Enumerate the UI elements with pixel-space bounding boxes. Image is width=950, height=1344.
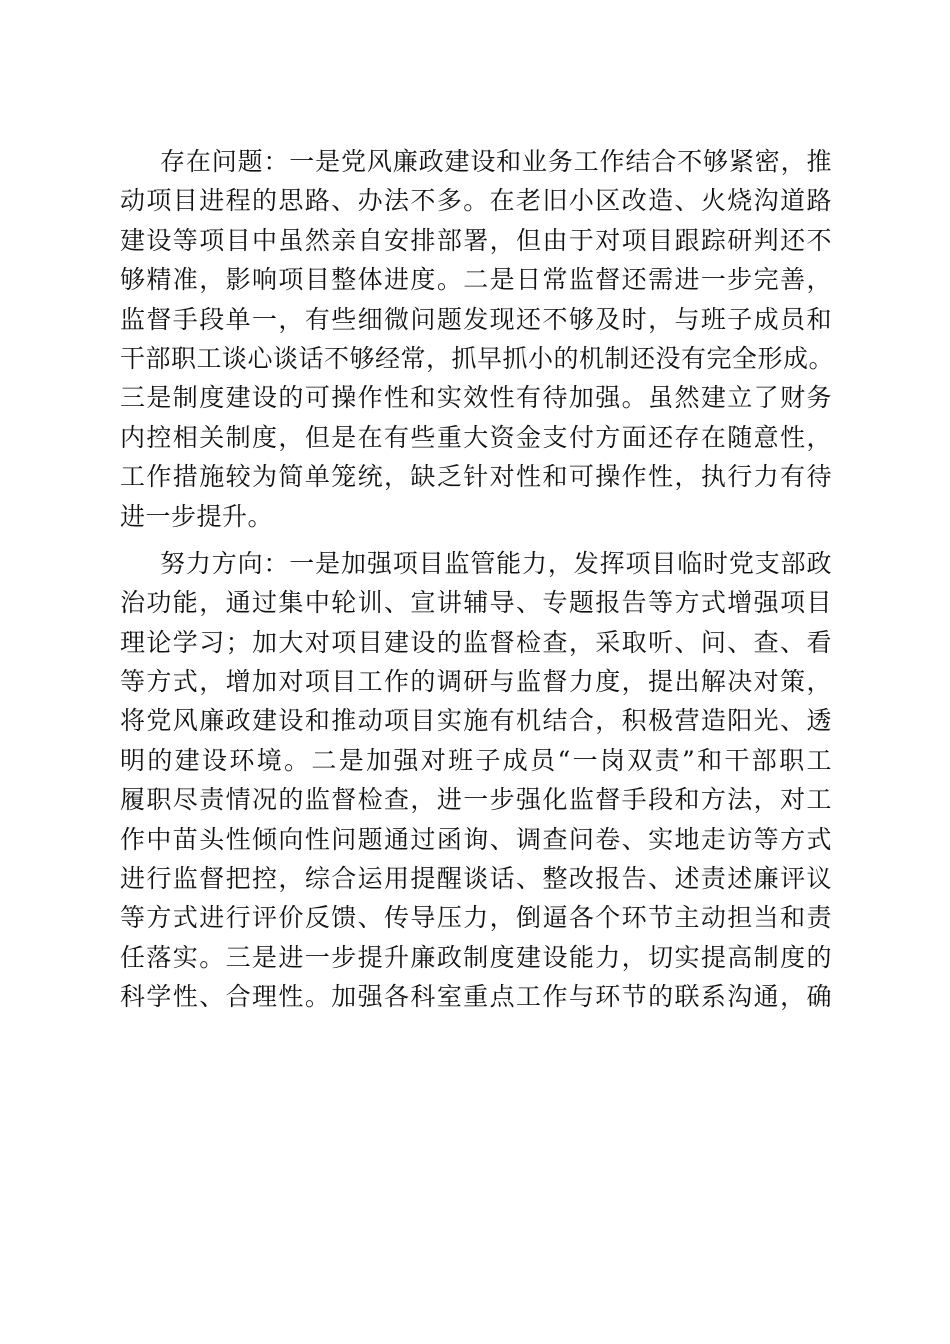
text-line: 够精准，影响项目整体进度。二是日常监督还需进一步完善，	[120, 265, 832, 295]
text-line: 动项目进程的思路、办法不多。在老旧小区改造、火烧沟道路	[120, 186, 832, 216]
text-line: 明的建设环境。二是加强对班子成员“一岗双责”和干部职工	[120, 745, 832, 775]
text-line: 建设等项目中虽然亲自安排部署，但由于对项目跟踪研判还不	[120, 225, 832, 255]
text-line: 进行监督把控，综合运用提醒谈话、整改报告、述责述廉评议	[120, 864, 832, 894]
text-line: 等方式进行评价反馈、传导压力，倒逼各个环节主动担当和责	[120, 903, 832, 933]
text-line: 履职尽责情况的监督检查，进一步强化监督手段和方法，对工	[120, 785, 832, 815]
paragraph-directions	[120, 544, 832, 1017]
text-line: 理论学习；加大对项目建设的监督检查，采取听、问、查、看	[120, 627, 832, 657]
text-line: 监督手段单一，有些细微问题发现还不够及时，与班子成员和	[120, 304, 832, 334]
text-line: 努力方向：一是加强项目监管能力，发挥项目临时党支部政	[160, 548, 832, 578]
paragraph-problems	[120, 142, 835, 536]
text-line: 三是制度建设的可操作性和实效性有待加强。虽然建立了财务	[120, 383, 832, 413]
text-line: 作中苗头性倾向性问题通过函询、调查问卷、实地走访等方式	[120, 824, 832, 854]
text-line: 治功能，通过集中轮训、宣讲辅导、专题报告等方式增强项目	[120, 588, 832, 618]
text-line: 等方式，增加对项目工作的调研与监督力度，提出解决对策，	[120, 667, 832, 697]
text-line: 存在问题：一是党风廉政建设和业务工作结合不够紧密，推	[160, 147, 832, 176]
text-line: 科学性、合理性。加强各科室重点工作与环节的联系沟通，确	[120, 982, 832, 1012]
text-line: 进一步提升。	[120, 501, 274, 531]
paragraph-gap	[120, 536, 832, 544]
text-line: 干部职工谈心谈话不够经常，抓早抓小的机制还没有完全形成。	[120, 343, 835, 373]
document-body	[120, 142, 835, 1017]
text-line: 将党风廉政建设和推动项目实施有机结合，积极营造阳光、透	[120, 706, 832, 736]
text-line: 内控相关制度，但是在有些重大资金支付方面还存在随意性，	[120, 422, 832, 452]
text-line: 任落实。三是进一步提升廉政制度建设能力，切实提高制度的	[120, 942, 832, 972]
text-line: 工作措施较为简单笼统，缺乏针对性和可操作性，执行力有待	[120, 462, 832, 492]
